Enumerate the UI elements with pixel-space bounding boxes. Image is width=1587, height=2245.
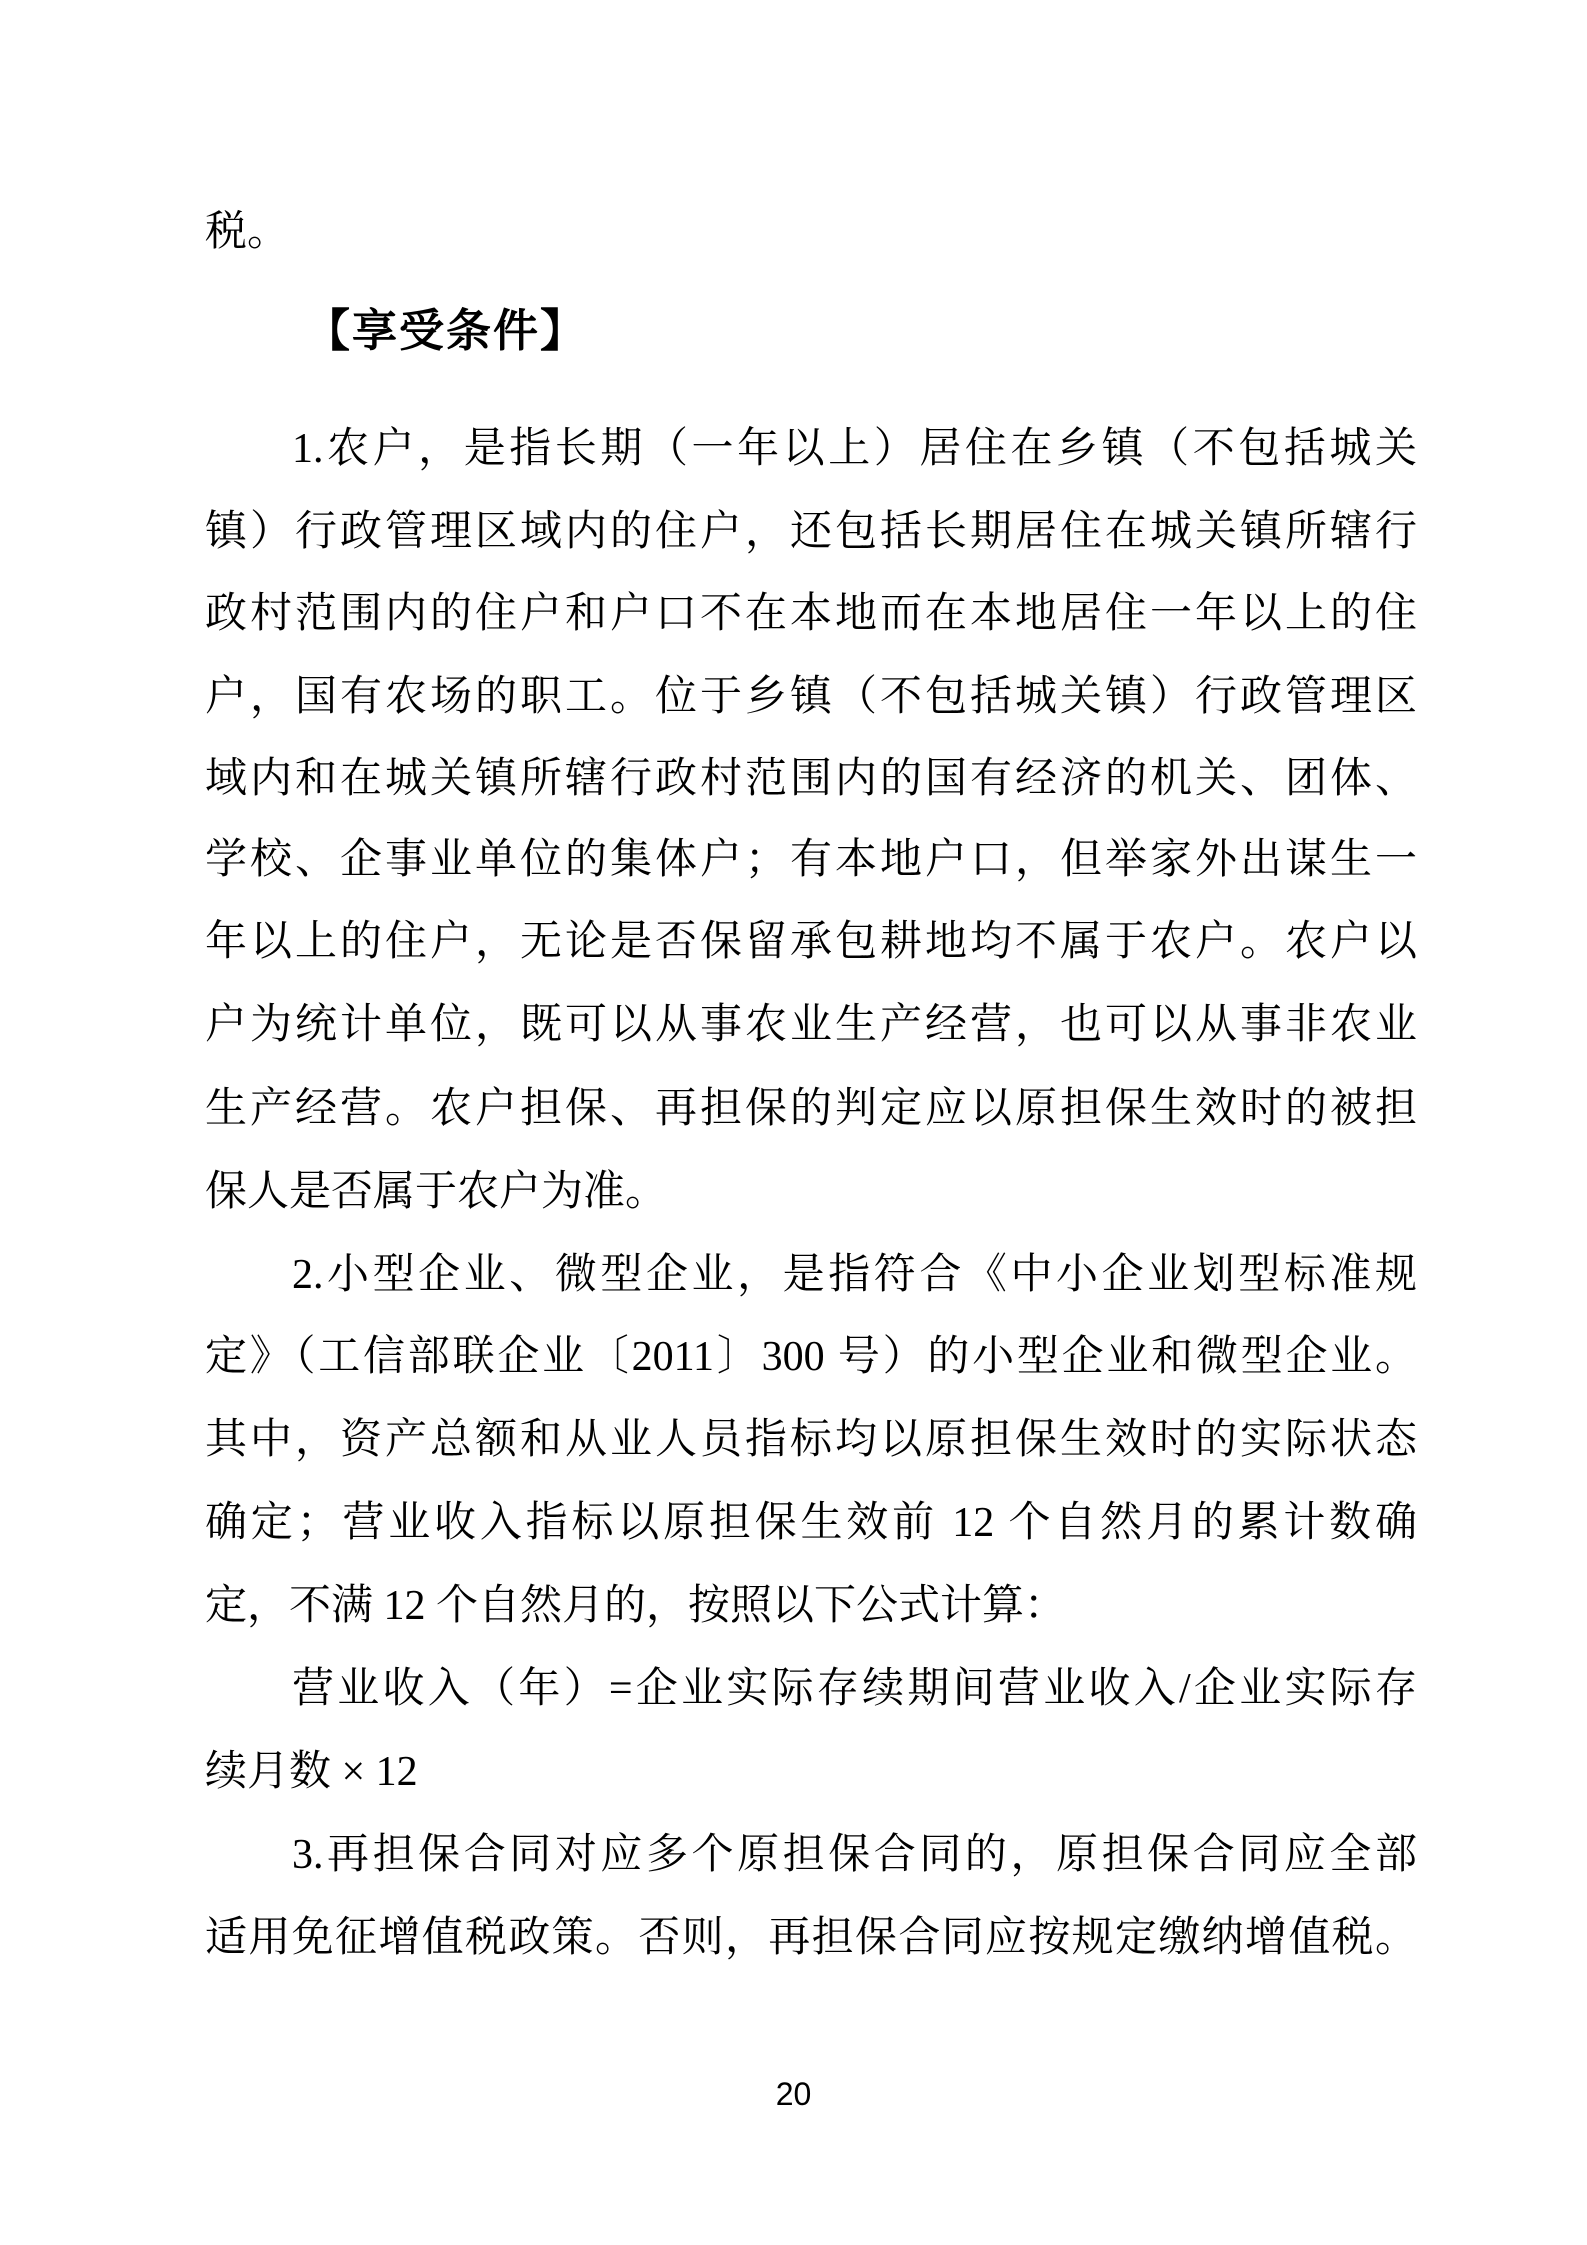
text-line: 生产经营。农户担保、再担保的判定应以原担保生效时的被担 bbox=[205, 1086, 1417, 1132]
text-line: 学校、企事业单位的集体户；有本地户口，但举家外出谋生一 bbox=[205, 837, 1417, 883]
text-line: 户为统计单位，既可以从事农业生产经营，也可以从事非农业 bbox=[205, 1002, 1417, 1048]
text-line: 其中，资产总额和从业人员指标均以原担保生效时的实际状态 bbox=[205, 1417, 1417, 1463]
text-line: 年以上的住户，无论是否保留承包耕地均不属于农户。农户以 bbox=[205, 919, 1417, 965]
text-line: 适用免征增值税政策。否则，再担保合同应按规定缴纳增值税。 bbox=[205, 1915, 1417, 1961]
text-line: 确定；营业收入指标以原担保生效前 12 个自然月的累计数确 bbox=[205, 1500, 1417, 1546]
text-line: 域内和在城关镇所辖行政村范围内的国有经济的机关、团体、 bbox=[205, 756, 1417, 802]
text-line: 定，不满 12 个自然月的，按照以下公式计算： bbox=[205, 1583, 1067, 1629]
text-line: 保人是否属于农户为准。 bbox=[205, 1169, 668, 1215]
section-heading: 【享受条件】 bbox=[305, 305, 588, 356]
formula-line: 续月数 × 12 bbox=[205, 1749, 418, 1795]
page-number: 20 bbox=[775, 2076, 812, 2112]
text-line: 2.小型企业、微型企业，是指符合《中小企业划型标准规 bbox=[292, 1252, 1417, 1298]
text-line: 政村范围内的住户和户口不在本地而在本地居住一年以上的住 bbox=[205, 591, 1417, 637]
text-line: 税。 bbox=[205, 209, 290, 255]
text-line: 1.农户，是指长期（一年以上）居住在乡镇（不包括城关 bbox=[292, 426, 1417, 472]
text-line: 定》（工信部联企业〔2011〕300 号）的小型企业和微型企业。 bbox=[205, 1334, 1417, 1380]
text-line: 3.再担保合同对应多个原担保合同的，原担保合同应全部 bbox=[292, 1832, 1417, 1878]
text-line: 镇）行政管理区域内的住户，还包括长期居住在城关镇所辖行 bbox=[205, 509, 1417, 555]
text-line: 户，国有农场的职工。位于乡镇（不包括城关镇）行政管理区 bbox=[205, 674, 1417, 720]
formula-line: 营业收入（年）=企业实际存续期间营业收入/企业实际存 bbox=[292, 1666, 1417, 1712]
